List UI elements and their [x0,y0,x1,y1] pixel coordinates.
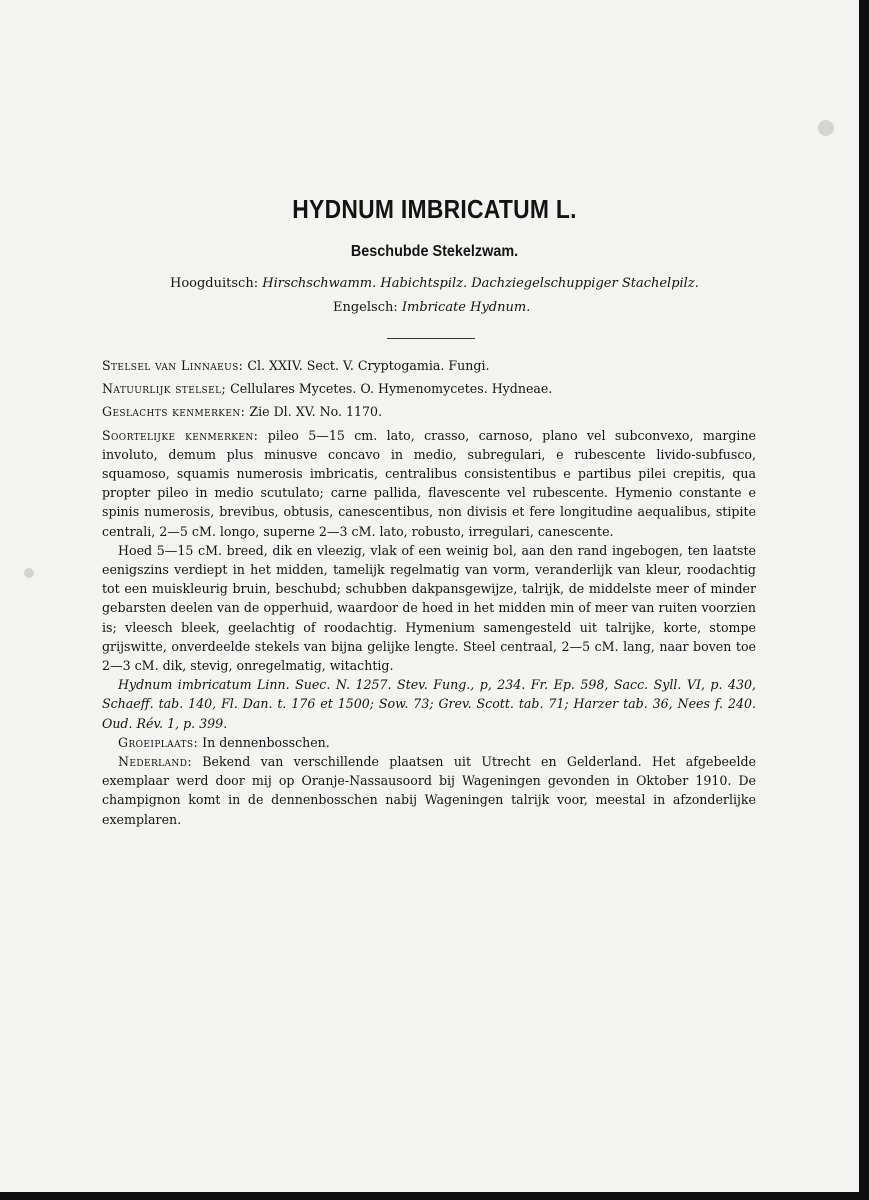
scan-edge-bottom [0,1192,869,1200]
references: Hydnum imbricatum Linn. Suec. N. 1257. Stev. Fung., p, 234. Fr. Ep. 598, Sacc. Syll. VI, p. 430, Schaeff. tab. 140, Fl. Dan. t. 176 et 1500; Sow. 73; Grev. Scott. tab. 71; Harzer tab. 36, Nees f. 240. Oud. Rév. 1, p. 399. [102,677,756,731]
german-label: Hoogduitsch: [170,276,259,291]
english-name-line [333,300,530,315]
nederland-distribution [102,752,756,829]
body-text [102,356,756,829]
classification-natural [102,379,756,398]
german-names-line [170,276,699,291]
nederland-label: Nederland: [118,754,192,770]
habitat-label: Groeiplaats: [118,734,199,750]
scan-edge-right [859,0,869,1200]
german-names: Hirschschwamm. Habichtspilz. Dachziegelschuppiger Stachelpilz. [262,276,699,291]
species-characters [102,426,756,541]
classification-genus [102,402,756,421]
classification-label: Geslachts kenmerken: [102,404,246,420]
habitat [102,733,756,752]
scan-spot [818,120,834,136]
classification-label: Stelsel van Linnaeus: [102,358,244,373]
classification-text: Zie Dl. XV. No. 1170. [249,404,383,420]
title-divider [387,338,475,339]
scan-spot [24,568,34,578]
classification-linnaeus [102,356,756,375]
page-subtitle: Beschubde Stekelzwam. [350,243,519,260]
nederland-text: Bekend van verschillende plaatsen uit Utrecht en Gelderland. Het afgebeelde exemplaar werd door mij op Oranje-Nassausoord bij Wageningen gevonden in Oktober 1910. De champignon komt in de dennenbosschen nabij Wageningen talrijk voor, meestal in afzonderlijke exemplaren. [102,754,756,827]
habitat-text: In dennenbosschen. [202,734,330,750]
classification-text: Cl. XXIV. Sect. V. Cryptogamia. Fungi. [247,358,490,373]
dutch-description: Hoed 5—15 cM. breed, dik en vleezig, vlak of een weinig bol, aan den rand ingebogen, ten laatste eenigszins verdiept in het midden, tamelijk regelmatig van vorm, veranderlijk van kleur, roodachtig tot een muiskleurig bruin, beschubd; schubben dakpansgewijze, talrijk, de middelste meer of minder gebarsten deelen van de opperhuid, waardoor de hoed in het midden min of meer van ruiten voorzien is; vleesch bleek, geelachtig of roodachtig. Hymenium samengesteld uit talrijke, korte, stompe grijswitte, onverdeelde stekels van bijna gelijke lengte. Steel centraal, 2—5 cM. lang, naar boven toe 2—3 cM. dik, stevig, onregelmatig, witachtig. [102,542,756,674]
page-title: HYDNUM IMBRICATUM L. [292,194,577,224]
classification-text: Cellulares Mycetes. O. Hymenomycetes. Hydneae. [230,381,553,397]
classification-label: Natuurlijk stelsel; [102,381,227,397]
species-label: Soortelijke kenmerken: [102,427,259,443]
english-label: Engelsch: [333,300,398,315]
species-text: pileo 5—15 cm. lato, crasso, carnoso, plano vel subconvexo, margine involuto, demum plus minusve concavo in medio, subregulari, e rubescente livido-subfusco, squamoso, squamis numerosis imbricatis, centralibus consistentibus e partibus pilei crepitis, qua propter pileo in medio scutulato; carne pallida, flavescente vel rubescente. Hymenio constante e spinis numerosis, brevibus, obtusis, canescentibus, non divisis et fere longitudine aequalibus, stipite centrali, 2—5 cM. longo, superne 2—3 cM. lato, robusto, irregulari, canescente. [102,427,757,539]
english-name: Imbricate Hydnum. [401,300,531,315]
